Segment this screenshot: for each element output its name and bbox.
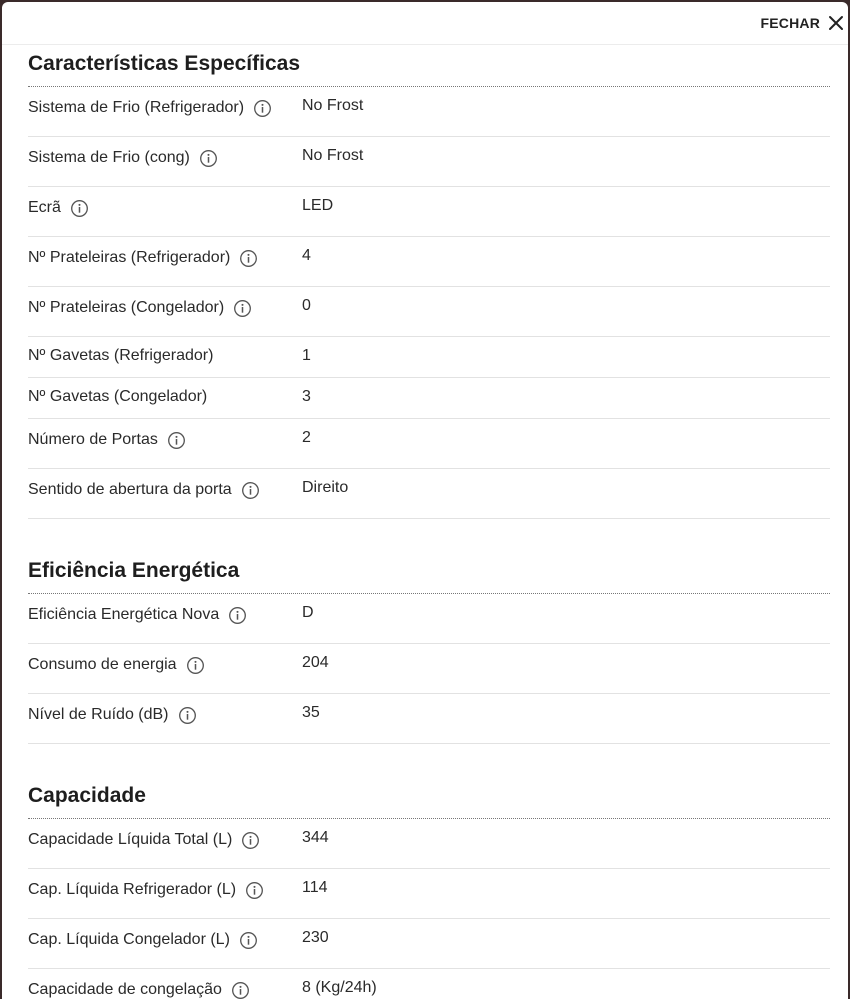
spec-label: Nº Prateleiras (Refrigerador) <box>28 248 231 266</box>
spec-row <box>28 594 830 644</box>
spec-row <box>28 87 830 137</box>
info-icon[interactable] <box>186 656 205 675</box>
spec-modal <box>2 2 848 999</box>
spec-row <box>28 137 830 187</box>
spec-value: 3 <box>302 388 311 405</box>
spec-value: 4 <box>302 247 311 264</box>
spec-label-group <box>28 979 250 999</box>
spec-row <box>28 819 830 869</box>
spec-label-group <box>28 829 260 850</box>
spec-label-group <box>28 604 247 625</box>
spec-label: Eficiência Energética Nova <box>28 605 220 623</box>
info-icon[interactable] <box>231 981 250 999</box>
info-icon[interactable] <box>253 99 272 118</box>
spec-label-group <box>28 247 258 268</box>
spec-value: 114 <box>302 879 328 896</box>
spec-row <box>28 419 830 469</box>
spec-label-group <box>28 388 207 406</box>
spec-label: Sistema de Frio (Refrigerador) <box>28 98 245 116</box>
spec-value: 344 <box>302 829 329 846</box>
section-caracteristicas-especificas <box>28 46 830 519</box>
spec-label: Nº Gavetas (Refrigerador) <box>28 347 214 364</box>
info-icon[interactable] <box>239 249 258 268</box>
spec-label-group <box>28 879 264 900</box>
info-icon[interactable] <box>233 299 252 318</box>
spec-label-group <box>28 704 197 725</box>
spec-row <box>28 237 830 287</box>
spec-label: Nº Prateleiras (Congelador) <box>28 298 225 316</box>
spec-label-group <box>28 654 205 675</box>
section-title: Características Específicas <box>28 46 830 87</box>
spec-value: 35 <box>302 704 320 721</box>
spec-label: Ecrã <box>28 198 61 216</box>
spec-label-group <box>28 479 260 500</box>
spec-row <box>28 919 830 969</box>
spec-value: No Frost <box>302 97 364 114</box>
info-icon[interactable] <box>70 199 89 218</box>
spec-label-group <box>28 297 252 318</box>
info-icon[interactable] <box>228 606 247 625</box>
close-label: FECHAR <box>760 15 820 31</box>
spec-label-group <box>28 97 272 118</box>
info-icon[interactable] <box>199 149 218 168</box>
spec-row <box>28 187 830 237</box>
spec-label: Cap. Líquida Congelador (L) <box>28 930 230 948</box>
spec-label-group <box>28 147 218 168</box>
section-capacidade <box>28 778 830 999</box>
spec-row <box>28 469 830 519</box>
spec-label: Capacidade Líquida Total (L) <box>28 830 233 848</box>
section-eficiencia-energetica <box>28 553 830 744</box>
section-title: Eficiência Energética <box>28 553 830 594</box>
spec-row <box>28 969 830 999</box>
spec-row <box>28 644 830 694</box>
spec-value: Direito <box>302 479 349 496</box>
spec-value: 2 <box>302 429 311 446</box>
spec-label: Sentido de abertura da porta <box>28 480 232 498</box>
spec-value: LED <box>302 197 334 214</box>
info-icon[interactable] <box>241 481 260 500</box>
spec-row <box>28 694 830 744</box>
info-icon[interactable] <box>167 431 186 450</box>
spec-label: Capacidade de congelação <box>28 980 222 998</box>
spec-value: D <box>302 604 314 621</box>
spec-value: 0 <box>302 297 311 314</box>
spec-value: No Frost <box>302 147 364 164</box>
spec-label: Sistema de Frio (cong) <box>28 148 190 166</box>
spec-label-group <box>28 929 258 950</box>
section-title: Capacidade <box>28 778 830 819</box>
spec-row <box>28 378 830 419</box>
info-icon[interactable] <box>245 881 264 900</box>
spec-value: 204 <box>302 654 329 671</box>
spec-content <box>28 44 830 999</box>
spec-label: Nível de Ruído (dB) <box>28 705 169 723</box>
modal-header <box>2 2 848 45</box>
spec-row <box>28 337 830 378</box>
spec-value: 230 <box>302 929 329 946</box>
spec-row <box>28 869 830 919</box>
close-button[interactable] <box>760 10 844 36</box>
info-icon[interactable] <box>241 831 260 850</box>
info-icon[interactable] <box>239 931 258 950</box>
spec-value: 8 (Kg/24h) <box>302 979 377 996</box>
spec-label-group <box>28 347 213 365</box>
spec-label: Consumo de energia <box>28 655 177 673</box>
spec-label: Número de Portas <box>28 430 158 448</box>
spec-label: Nº Gavetas (Congelador) <box>28 388 208 405</box>
spec-label: Cap. Líquida Refrigerador (L) <box>28 880 237 898</box>
info-icon[interactable] <box>178 706 197 725</box>
spec-label-group <box>28 197 89 218</box>
spec-row <box>28 287 830 337</box>
spec-label-group <box>28 429 186 450</box>
spec-value: 1 <box>302 347 311 364</box>
close-icon <box>828 15 844 31</box>
